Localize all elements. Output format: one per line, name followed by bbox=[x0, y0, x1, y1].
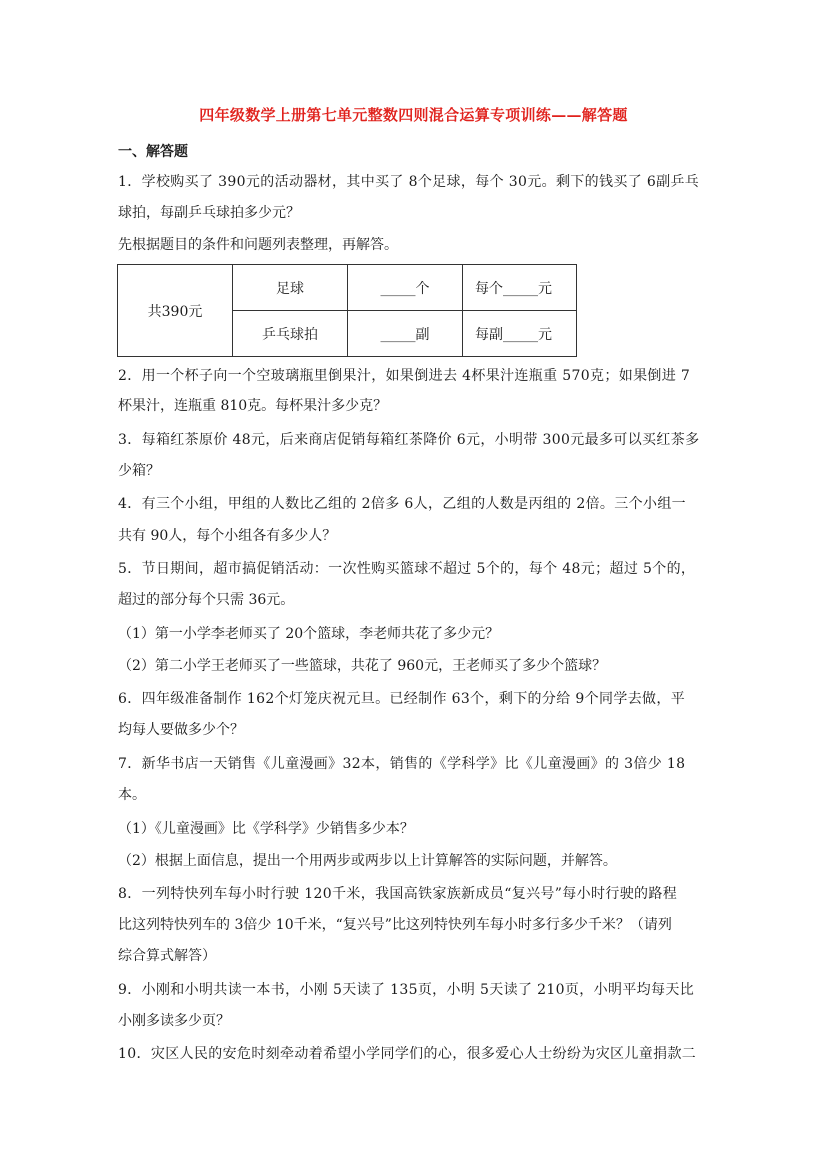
question-4-line-1: 4．有三个小组，甲组的人数比乙组的 2倍多 6人，乙组的人数是丙组的 2倍。三个小组一 bbox=[118, 496, 687, 512]
question-5-line-1: 5．节日期间，超市搞促销活动：一次性购买篮球不超过 5个的，每个 48元；超过 5个的， bbox=[118, 561, 696, 577]
table-item-racket: 乒乓球拍 bbox=[233, 311, 348, 357]
section-heading: 一、解答题 bbox=[118, 144, 188, 160]
question-8-line-3: 综合算式解答） bbox=[118, 948, 216, 964]
question-4-line-2: 共有 90人，每个小组各有多少人？ bbox=[118, 528, 337, 544]
question-9-line-2: 小刚多读多少页？ bbox=[118, 1013, 230, 1029]
question-10-line-1: 10．灾区人民的安危时刻牵动着希望小学同学们的心，很多爱心人士纷纷为灾区儿童捐款二 bbox=[118, 1046, 697, 1062]
table-count-racket: _____副 bbox=[348, 311, 463, 357]
question-7-line-1: 7．新华书店一天销售《儿童漫画》32本，销售的《学科学》比《儿童漫画》的 3倍少 18 bbox=[118, 756, 686, 772]
question-1-line-3: 先根据题目的条件和问题列表整理，再解答。 bbox=[118, 237, 398, 253]
question-1-line-2: 球拍，每副乒乓球拍多少元？ bbox=[118, 205, 300, 221]
question-1-line-1: 1．学校购买了 390元的活动器材，其中买了 8个足球，每个 30元。剩下的钱买了 6副乒乓 bbox=[118, 174, 700, 190]
question-5-sub-1: （1）第一小学李老师买了 20个篮球，李老师共花了多少元？ bbox=[118, 626, 500, 642]
table-item-football: 足球 bbox=[233, 265, 348, 311]
table-total-cell: 共390元 bbox=[118, 265, 233, 357]
question-8-line-1: 8．一列特快列车每小时行驶 120千米，我国高铁家族新成员“复兴号”每小时行驶的路程 bbox=[118, 886, 678, 902]
question-1-table bbox=[117, 264, 577, 357]
table-price-football: 每个_____元 bbox=[463, 265, 577, 311]
question-7-sub-1: （1）《儿童漫画》比《学科学》少销售多少本？ bbox=[118, 821, 414, 837]
question-5-sub-2: （2）第二小学王老师买了一些篮球，共花了 960元，王老师买了多少个篮球？ bbox=[118, 658, 607, 674]
question-7-line-2: 本。 bbox=[118, 787, 146, 803]
table-price-racket: 每副_____元 bbox=[463, 311, 577, 357]
question-5-line-2: 超过的部分每个只需 36元。 bbox=[118, 592, 295, 608]
question-6-line-2: 均每人要做多少个？ bbox=[118, 722, 244, 738]
question-9-line-1: 9．小刚和小明共读一本书，小刚 5天读了 135页，小明 5天读了 210页，小明平均每天比 bbox=[118, 982, 695, 998]
question-2-line-1: 2．用一个杯子向一个空玻璃瓶里倒果汁，如果倒进去 4杯果汁连瓶重 570克；如果倒进 7 bbox=[118, 368, 691, 384]
table-count-football: _____个 bbox=[348, 265, 463, 311]
question-2-line-2: 杯果汁，连瓶重 810克。每杯果汁多少克？ bbox=[118, 398, 388, 414]
question-3-line-1: 3．每箱红茶原价 48元，后来商店促销每箱红茶降价 6元，小明带 300元最多可以买红茶多 bbox=[118, 432, 700, 448]
page-title: 四年级数学上册第七单元整数四则混合运算专项训练——解答题 bbox=[199, 106, 628, 124]
question-8-line-2: 比这列特快列车的 3倍少 10千米，“复兴号”比这列特快列车每小时多行多少千米？（请列 bbox=[118, 917, 672, 933]
question-3-line-2: 少箱？ bbox=[118, 463, 160, 479]
question-6-line-1: 6．四年级准备制作 162个灯笼庆祝元旦。已经制作 63个，剩下的分给 9个同学去做，平 bbox=[118, 691, 686, 707]
question-7-sub-2: （2）根据上面信息，提出一个用两步或两步以上计算解答的实际问题，并解答。 bbox=[118, 853, 617, 869]
